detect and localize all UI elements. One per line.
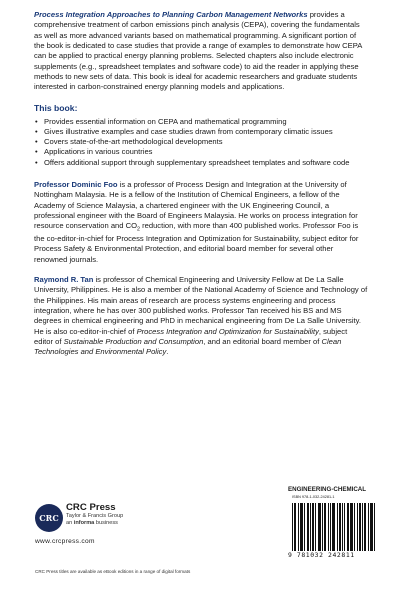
barcode-bar xyxy=(359,503,360,551)
book-title: Process Integration Approaches to Planning Carbon Management Networks xyxy=(34,10,308,19)
barcode-bar xyxy=(333,503,334,551)
barcode-bar xyxy=(308,503,309,551)
barcode-bars xyxy=(292,503,376,551)
barcode-bar xyxy=(351,503,352,551)
business-brand: informa xyxy=(73,519,95,526)
barcode-bar xyxy=(360,503,361,551)
barcode-bar xyxy=(320,503,321,551)
cover-text xyxy=(34,10,368,368)
intro-paragraph xyxy=(34,10,368,93)
publisher-url: www.crcpress.com xyxy=(35,538,95,545)
author1-bio-text-2: reduction, with more than 400 published works. Professor Foo is the co-editor-in-chief for Process Integration and Optimization for Sustainability, subject editor for Process Safety & Environmental Protection, and editorial board member for several other renowned journals. xyxy=(34,221,359,264)
category-label: ENGINEERING-CHEMICAL xyxy=(288,486,367,493)
barcode-bar xyxy=(350,503,351,551)
barcode-bar xyxy=(298,503,299,551)
list-item: • Applications in various countries xyxy=(34,147,368,157)
author2-bio-text: is professor of Chemical Engineering and University Fellow at De La Salle University, Philippines. He is also a member of the National Academy of Science and Technology of the Philippines. His main areas of research are process systems engineering and process integration, where he has over 300 published works. Professor Tan received his BS and MS degrees in chemical engineering and PhD in mechanical engineering from De La Salle University. He is also co-editor-in-chief of xyxy=(34,275,368,336)
barcode-bar xyxy=(370,503,371,551)
barcode xyxy=(288,495,380,569)
crc-logo-icon xyxy=(35,504,63,532)
barcode-bar xyxy=(371,503,372,551)
barcode-bar xyxy=(365,503,366,551)
features-heading: This book: xyxy=(34,102,78,113)
barcode-bar xyxy=(364,503,365,551)
barcode-bar xyxy=(319,503,320,551)
barcode-bar xyxy=(315,503,316,551)
barcode-bar xyxy=(328,503,329,551)
barcode-bar xyxy=(294,503,295,551)
logo-mark: CRC xyxy=(39,513,59,523)
list-item: • Covers state-of-the-art methodological developments xyxy=(34,137,368,147)
barcode-bar xyxy=(357,503,358,551)
journal-title: Sustainable Production and Consumption xyxy=(63,336,204,346)
barcode-bar xyxy=(372,503,373,551)
co2-subscript: 2 xyxy=(137,226,140,233)
barcode-bar xyxy=(295,503,296,551)
barcode-bar xyxy=(310,503,311,551)
author1-bio xyxy=(34,180,368,265)
barcode-bar xyxy=(334,503,335,551)
barcode-bar xyxy=(339,503,340,551)
author2-bio-text-3: , and an editorial board member of xyxy=(203,336,322,346)
publisher-business xyxy=(66,520,123,527)
barcode-bar xyxy=(337,503,338,551)
journal-title: Clean Technologies and Environmental Policy xyxy=(34,336,342,357)
features-list xyxy=(34,117,368,169)
barcode-bar xyxy=(325,503,326,551)
barcode-bar xyxy=(368,503,369,551)
cover-footer xyxy=(0,486,400,600)
barcode-bar xyxy=(354,503,355,551)
barcode-bar xyxy=(318,503,319,551)
author1-bio-text: is a professor of Process Design and Integration at the University of Nottingham Malaysia. He is a fellow of the Institution of Chemical Engineers, a fellow of the Academy of Science Malaysia, a chartered engineer with the UK Engineering Council, a professional engineer with the Board of Engineers Malaysia. He works on process integration for resource conservation and CO xyxy=(34,180,358,231)
publisher-name: CRC Press xyxy=(66,502,116,513)
barcode-bar xyxy=(300,503,301,551)
publisher-group: Taylor & Francis Group xyxy=(66,513,124,519)
journal-title: Process Integration and Optimization for Sustainability xyxy=(136,326,319,336)
author1-name: Professor Dominic Foo xyxy=(34,180,118,190)
barcode-bar xyxy=(342,503,343,551)
business-suffix: business xyxy=(94,519,118,526)
barcode-bar xyxy=(340,503,341,551)
list-item: • Gives illustrative examples and case studies drawn from contemporary climatic issues xyxy=(34,127,368,137)
author2-bio-text-4: . xyxy=(166,347,169,357)
barcode-bar xyxy=(312,503,313,551)
barcode-bar xyxy=(374,503,375,551)
author2-bio-text-2: , subject editor of xyxy=(34,326,348,346)
barcode-bar xyxy=(302,503,303,551)
list-item: • Provides essential information on CEPA and mathematical programming xyxy=(34,117,368,127)
ebook-note: CRC Press titles are available as eBook editions in a range of digital formats xyxy=(35,569,191,574)
publisher-block xyxy=(66,502,123,527)
barcode-bar xyxy=(313,503,314,551)
barcode-bar xyxy=(344,503,345,551)
barcode-graphic xyxy=(292,503,376,551)
list-item: • Offers additional support through supplementary spreadsheet templates and software code xyxy=(34,158,368,168)
barcode-bar xyxy=(322,503,323,551)
barcode-bar xyxy=(332,503,333,551)
barcode-bar xyxy=(324,503,325,551)
barcode-bar xyxy=(352,503,353,551)
isbn-digits: 9 781032 242811 xyxy=(288,551,355,559)
barcode-bar xyxy=(307,503,308,551)
intro-body: provides a comprehensive treatment of carbon emissions pinch analysis (CEPA), covering the fundamentals as well as more advanced variants based on mathematical programming. A significant portion of the book is dedicated to case studies that provide a range of examples to demonstrate how CEPA can be applied to practical energy planning problems. Selected chapters also include electronic supplements (e.g., spreadsheet templates and software code) to aid the reader in applying these methods to new sets of data. This book is ideal for academic researchers and graduate students interested in carbon-constrained energy planning models and applications. xyxy=(34,10,362,92)
barcode-bar xyxy=(292,503,293,551)
barcode-bar xyxy=(304,503,305,551)
barcode-bar xyxy=(301,503,302,551)
business-prefix: an xyxy=(66,519,74,526)
isbn-label: ISBN 978-1-032-24281-1 xyxy=(292,495,335,499)
barcode-bar xyxy=(348,503,349,551)
author2-name: Raymond R. Tan xyxy=(34,275,94,285)
author2-bio xyxy=(34,275,368,358)
barcode-bar xyxy=(362,503,363,551)
barcode-bar xyxy=(330,503,331,551)
barcode-bar xyxy=(347,503,348,551)
